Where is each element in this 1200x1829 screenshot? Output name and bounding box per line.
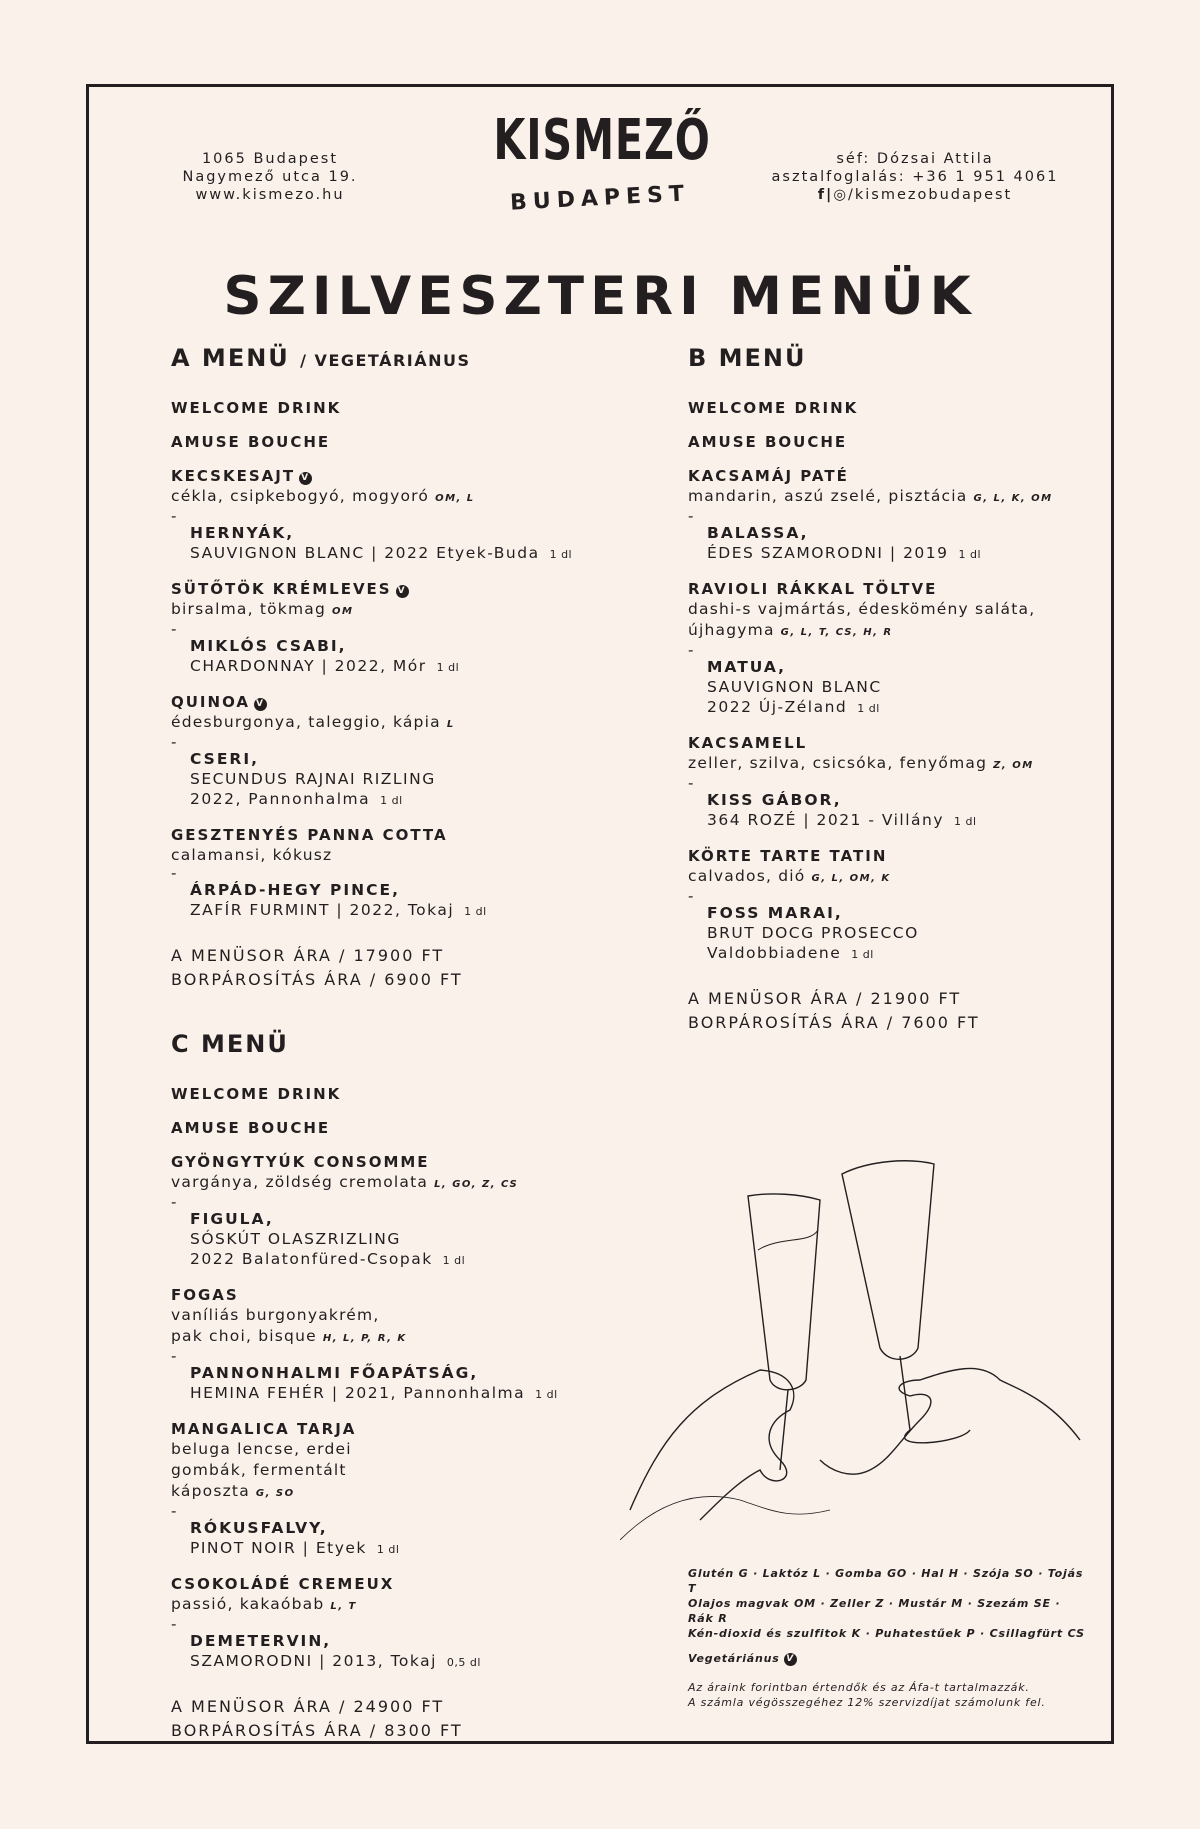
vegetarian-label: Vegetáriánus xyxy=(688,1652,780,1665)
allergen-codes: L xyxy=(446,719,455,730)
course-desc: calamansi, kókusz xyxy=(171,846,333,864)
amuse-bouche: AMUSE BOUCHE xyxy=(171,1119,331,1137)
logo-name: KISMEZŐ xyxy=(493,108,711,173)
page-title: SZILVESZTERI MENÜK xyxy=(223,266,977,327)
vegetarian-icon: V xyxy=(254,698,267,711)
right-glass-bowl xyxy=(842,1161,934,1359)
logo-city: BUDAPEST xyxy=(509,181,691,216)
allergen-codes: OM xyxy=(332,606,354,617)
wine-producer: MIKLÓS CSABI, xyxy=(190,637,347,655)
welcome-drink: WELCOME DRINK xyxy=(688,399,859,417)
wine-qty: 1 dl xyxy=(535,1388,558,1401)
disclaimer-line: A számla végösszegéhez 12% szervizdíjat számolunk fel. xyxy=(688,1696,1046,1709)
social-link[interactable] xyxy=(760,186,1070,204)
course-name: GESZTENYÉS PANNA COTTA xyxy=(171,826,448,844)
course-item: QUINOA V édesburgonya, taleggio, kápia L - CSERI, SECUNDUS RAJNAI RIZLING 2022, Pannonhalma 1 dl xyxy=(171,692,661,811)
wine-name: ZAFÍR FURMINT | 2022, Tokaj xyxy=(190,901,455,919)
allergen-codes: G, L, OM, K xyxy=(811,873,891,884)
allergen-codes: OM, L xyxy=(435,493,475,504)
amuse-bouche: AMUSE BOUCHE xyxy=(171,433,331,451)
course-name: QUINOA xyxy=(171,693,251,711)
course-item: KECSKESAJT V cékla, csipkebogyó, mogyoró OM, L - HERNYÁK, SAUVIGNON BLANC | 2022 Etyek-Buda 1 dl xyxy=(171,466,661,565)
menu-a-title: A MENÜ / VEGETÁRIÁNUS xyxy=(171,344,471,372)
wine-qty: 1 dl xyxy=(851,948,874,961)
menu-c xyxy=(171,1030,671,1743)
wine-producer: BALASSA, xyxy=(707,524,809,542)
course-name: KÖRTE TARTE TATIN xyxy=(688,847,888,865)
hand-outline-lower xyxy=(620,1496,830,1540)
left-hand xyxy=(630,1370,794,1520)
menu-c-prices xyxy=(171,1695,671,1743)
price-disclaimer xyxy=(688,1680,1108,1710)
wine-name: SAUVIGNON BLANC xyxy=(707,678,882,696)
wine-pairing-price: BORPÁROSÍTÁS ÁRA / 7600 FT xyxy=(688,1013,980,1032)
menu-b-title: B MENÜ xyxy=(688,344,807,372)
welcome-drink: WELCOME DRINK xyxy=(171,1085,342,1103)
allergen-codes: G, SO xyxy=(255,1488,295,1499)
wine-name: 2022 Új-Zéland xyxy=(707,698,848,716)
course-desc: birsalma, tökmag xyxy=(171,600,327,618)
left-glass-bowl xyxy=(748,1194,820,1390)
wine-name: 2022, Pannonhalma xyxy=(190,790,371,808)
wine-name: SÓSKÚT OLASZRIZLING xyxy=(190,1230,401,1248)
allergen-line: Kén-dioxid és szulfitok K · Puhatestűek P · Csillagfürt CS xyxy=(688,1627,1085,1640)
wine-name: CHARDONNAY | 2022, Mór xyxy=(190,657,427,675)
course-item: KACSAMÁJ PATÉ mandarin, aszú zselé, pisztácia G, L, K, OM - BALASSA, ÉDES SZAMORODNI | 2019 1 dl xyxy=(688,466,1088,565)
wine-qty: 1 dl xyxy=(442,1254,466,1267)
contact-block xyxy=(760,150,1070,204)
course-name: GYÖNGYTYÚK CONSOMME xyxy=(171,1153,430,1171)
menu-b xyxy=(688,344,1088,1035)
welcome-drink: WELCOME DRINK xyxy=(171,399,342,417)
wine-qty: 1 dl xyxy=(857,702,880,715)
course-item: FOGAS vaníliás burgonyakrém, pak choi, bisque H, L, P, R, K - PANNONHALMI FŐAPÁTSÁG, HEMINA FEHÉR | 2021, Pannonhalma 1 dl xyxy=(171,1285,671,1405)
address-city: 1065 Budapest xyxy=(201,151,339,167)
course-desc: calvados, dió xyxy=(688,867,806,885)
wine-producer: KISS GÁBOR, xyxy=(707,791,842,809)
allergen-codes: L, T xyxy=(330,1601,357,1612)
menu-price: A MENÜSOR ÁRA / 21900 FT xyxy=(688,989,962,1008)
wine-qty: 1 dl xyxy=(464,905,487,918)
wine-name: SAUVIGNON BLANC | 2022 Etyek-Buda xyxy=(190,544,540,562)
wine-name: Valdobbiadene xyxy=(707,944,842,962)
wine-producer: FIGULA, xyxy=(190,1210,274,1228)
wine-qty: 1 dl xyxy=(954,815,977,828)
social-handle: /kismezobudapest xyxy=(848,187,1013,203)
wine-qty: 1 dl xyxy=(380,794,403,807)
address-street: Nagymező utca 19. xyxy=(182,169,358,185)
course-desc: cékla, csipkebogyó, mogyoró xyxy=(171,487,430,505)
wine-qty: 0,5 dl xyxy=(446,1656,481,1669)
booking-phone[interactable]: asztalfoglalás: +36 1 951 4061 xyxy=(771,169,1059,185)
course-name: KECSKESAJT xyxy=(171,467,296,485)
vegetarian-icon: V xyxy=(396,585,409,598)
menu-c-title: C MENÜ xyxy=(171,1030,289,1058)
wine-name: SZAMORODNI | 2013, Tokaj xyxy=(190,1652,437,1670)
website-link[interactable]: www.kismezo.hu xyxy=(195,187,345,203)
vegetarian-icon: V xyxy=(784,1653,797,1666)
course-desc: vaníliás burgonyakrém, pak choi, bisque xyxy=(171,1306,380,1345)
course-item: SÜTŐTÖK KRÉMLEVES V birsalma, tökmag OM - MIKLÓS CSABI, CHARDONNAY | 2022, Mór 1 dl xyxy=(171,579,661,678)
menu-a xyxy=(171,344,661,992)
right-hand xyxy=(820,1368,1080,1474)
menu-price: A MENÜSOR ÁRA / 24900 FT xyxy=(171,1697,445,1716)
wine-name: SECUNDUS RAJNAI RIZLING xyxy=(190,770,436,788)
allergen-codes: G, L, T, CS, H, R xyxy=(780,627,893,638)
wine-producer: PANNONHALMI FŐAPÁTSÁG, xyxy=(190,1364,479,1382)
wine-name: PINOT NOIR | Etyek xyxy=(190,1539,367,1557)
course-name: RAVIOLI RÁKKAL TÖLTVE xyxy=(688,580,938,598)
wine-qty: 1 dl xyxy=(958,548,982,561)
champagne-toast-illustration xyxy=(620,1140,1100,1540)
course-name: KACSAMELL xyxy=(688,734,808,752)
course-desc: édesburgonya, taleggio, kápia xyxy=(171,713,441,731)
wine-producer: FOSS MARAI, xyxy=(707,904,843,922)
allergen-legend xyxy=(688,1566,1088,1666)
allergen-codes: L, GO, Z, CS xyxy=(434,1179,519,1190)
course-name: SÜTŐTÖK KRÉMLEVES xyxy=(171,580,392,598)
course-desc: passió, kakaóbab xyxy=(171,1595,325,1613)
menu-a-prices xyxy=(171,944,661,992)
course-item: KACSAMELL zeller, szilva, csicsóka, fenyőmag Z, OM - KISS GÁBOR, 364 ROZÉ | 2021 - Villány 1 dl xyxy=(688,733,1088,832)
wine-producer: HERNYÁK, xyxy=(190,524,295,542)
left-glass-wine xyxy=(758,1230,818,1250)
course-desc: mandarin, aszú zselé, pisztácia xyxy=(688,487,968,505)
wine-qty: 1 dl xyxy=(436,661,460,674)
wine-qty: 1 dl xyxy=(376,1543,400,1556)
allergen-line: Olajos magvak OM · Zeller Z · Mustár M · Szezám SE · Rák R xyxy=(688,1597,1061,1625)
left-glass-stem xyxy=(780,1390,788,1470)
wine-pairing-price: BORPÁROSÍTÁS ÁRA / 8300 FT xyxy=(171,1721,463,1740)
wine-producer: DEMETERVIN, xyxy=(190,1632,332,1650)
course-name: KACSAMÁJ PATÉ xyxy=(688,467,849,485)
wine-pairing-price: BORPÁROSÍTÁS ÁRA / 6900 FT xyxy=(171,970,463,989)
allergen-codes: G, L, K, OM xyxy=(973,493,1053,504)
course-desc: vargánya, zöldség cremolata xyxy=(171,1173,429,1191)
course-item: GESZTENYÉS PANNA COTTA calamansi, kókusz - ÁRPÁD-HEGY PINCE, ZAFÍR FURMINT | 2022, Tokaj 1 dl xyxy=(171,825,661,922)
wine-producer: ÁRPÁD-HEGY PINCE, xyxy=(190,881,400,899)
course-name: CSOKOLÁDÉ CREMEUX xyxy=(171,1575,395,1593)
allergen-codes: Z, OM xyxy=(993,760,1034,771)
course-item: RAVIOLI RÁKKAL TÖLTVE dashi-s vajmártás, édeskömény saláta, újhagyma G, L, T, CS, H, R - MATUA, SAUVIGNON BLANC 2022 Új-Zéland 1 dl xyxy=(688,579,1088,719)
wine-name: ÉDES SZAMORODNI | 2019 xyxy=(707,544,949,562)
course-item: KÖRTE TARTE TATIN calvados, dió G, L, OM, K - FOSS MARAI, BRUT DOCG PROSECCO Valdobbiadene 1 dl xyxy=(688,846,1088,965)
wine-name: 364 ROZÉ | 2021 - Villány xyxy=(707,811,945,829)
wine-producer: RÓKUSFALVY, xyxy=(190,1519,328,1537)
course-desc: dashi-s vajmártás, édeskömény saláta, újhagyma xyxy=(688,600,1036,639)
vegetarian-icon: V xyxy=(299,472,312,485)
wine-producer: CSERI, xyxy=(190,750,260,768)
wine-producer: MATUA, xyxy=(707,658,787,676)
course-name: MANGALICA TARJA xyxy=(171,1420,357,1438)
wine-name: 2022 Balatonfüred-Csopak xyxy=(190,1250,433,1268)
menu-a-subtitle: / VEGETÁRIÁNUS xyxy=(300,351,471,370)
wine-qty: 1 dl xyxy=(549,548,573,561)
menu-b-prices xyxy=(688,987,1088,1035)
allergen-line: Glutén G · Laktóz L · Gomba GO · Hal H · Szója SO · Tojás T xyxy=(688,1567,1084,1595)
amuse-bouche: AMUSE BOUCHE xyxy=(688,433,848,451)
chef-name: séf: Dózsai Attila xyxy=(836,151,994,167)
course-desc: beluga lencse, erdei gombák, fermentált káposzta xyxy=(171,1440,352,1500)
logo xyxy=(470,108,730,216)
menu-price: A MENÜSOR ÁRA / 17900 FT xyxy=(171,946,445,965)
course-item: CSOKOLÁDÉ CREMEUX passió, kakaóbab L, T - DEMETERVIN, SZAMORODNI | 2013, Tokaj 0,5 dl xyxy=(171,1574,671,1673)
allergen-codes: H, L, P, R, K xyxy=(322,1333,407,1344)
disclaimer-line: Az áraink forintban értendők és az Áfa-t tartalmazzák. xyxy=(688,1681,1030,1694)
course-item: MANGALICA TARJA beluga lencse, erdei gombák, fermentált káposzta G, SO - RÓKUSFALVY, PINOT NOIR | Etyek 1 dl xyxy=(171,1419,671,1560)
address-block xyxy=(170,150,370,204)
course-item: GYÖNGYTYÚK CONSOMME vargánya, zöldség cremolata L, GO, Z, CS - FIGULA, SÓSKÚT OLASZRIZLING 2022 Balatonfüred-Csopak 1 dl xyxy=(171,1152,671,1271)
vegetarian-legend xyxy=(688,1651,1088,1666)
wine-name: BRUT DOCG PROSECCO xyxy=(707,924,919,942)
course-desc: zeller, szilva, csicsóka, fenyőmag xyxy=(688,754,988,772)
facebook-instagram-icon: f|◎ xyxy=(817,187,848,203)
course-name: FOGAS xyxy=(171,1286,239,1304)
wine-name: HEMINA FEHÉR | 2021, Pannonhalma xyxy=(190,1384,526,1402)
